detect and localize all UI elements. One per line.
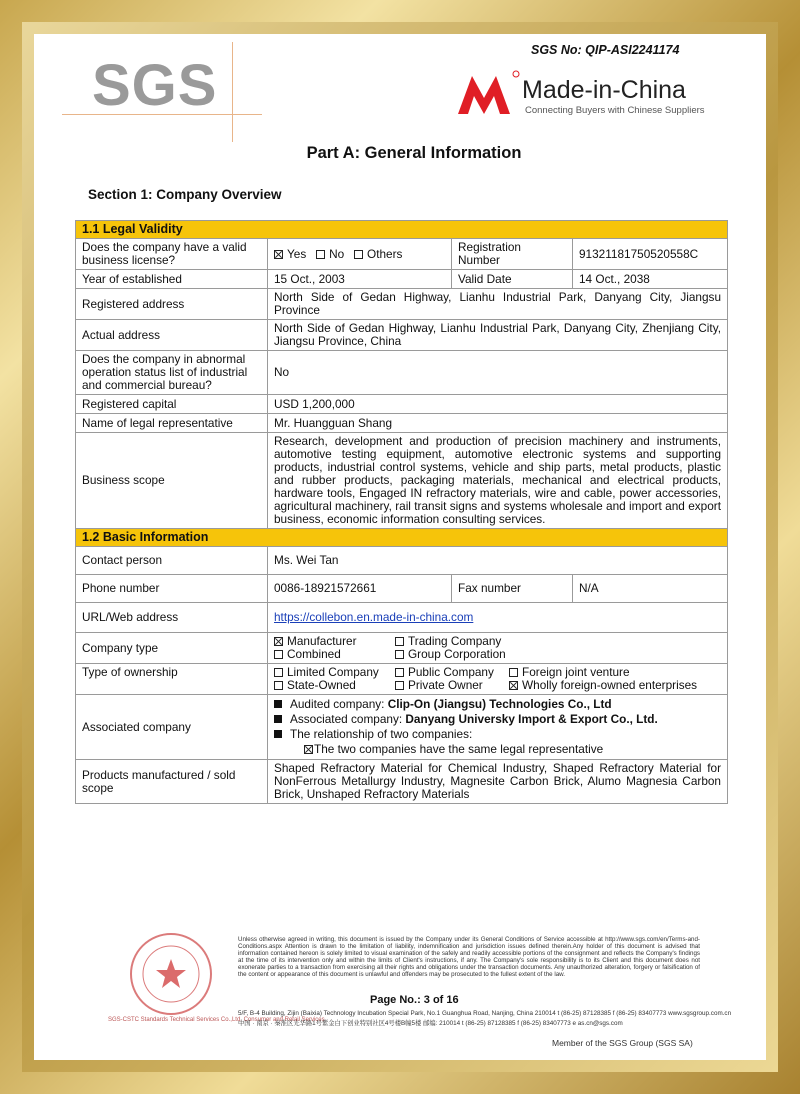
section-title: Section 1: Company Overview [88, 187, 282, 202]
capital-label: Registered capital [76, 395, 268, 414]
legal-rep-label: Name of legal representative [76, 414, 268, 433]
business-scope-value: Research, development and production of precision machinery and instruments, automotive testing equipment, automotive electronic systems and supporting products, industrial control systems, vehicle and ship parts, metal products, plastic and rubber products, packaging materials, mechanical and electrical products, hardware tools, Engaged IN refractory materials, wire and cable, power accessories, agricultural machinery, rail transit signs and systems wholesale and import and export business, economic information consulting services. [268, 433, 728, 529]
checkbox-icon [395, 637, 404, 646]
made-in-china-logo-icon [458, 68, 522, 116]
sgs-member-note: Member of the SGS Group (SGS SA) [552, 1038, 693, 1048]
ownership-options: Limited Company Public Company Foreign joint venture State-Owned Private Owner Wholly foreign-owned enterprises [268, 664, 728, 695]
checkbox-icon [274, 650, 283, 659]
page-number: Page No.: 3 of 16 [370, 994, 459, 1006]
table-row [76, 239, 728, 270]
checkbox-icon [395, 681, 404, 690]
actual-address-label: Actual address [76, 320, 268, 351]
disclaimer-text: Unless otherwise agreed in writing, this document is issued by the Company under its General Conditions of Service accessible at http://www.sgs.com/en/Terms-and-Conditions.aspx Attention is drawn to the limitation of liability, indemnification and jurisdiction issues defined therein.Any holder of this document is advised that information contained hereon is solely limited to visual examination of the safely and readily accessible portions of the consignment and reflects the Company's findings at the time of its intervention only and within the limits of Client's instructions, if any. The Company's sole responsibility is to its Client and this document does not exonerate parties to a transaction from exercising all their rights and obligations under the transaction documents. Any unauthorized alteration, forgery or falsification of the content or appearance of this document is unlawful and offenders may be prosecuted to the fullest extent of the law. [238, 936, 700, 978]
seal-stamp-icon [116, 929, 226, 1019]
valid-date-value: 14 Oct., 2038 [573, 270, 728, 289]
checked-checkbox-icon [274, 250, 283, 259]
made-in-china-logo-text: Made-in-China [522, 76, 686, 104]
fax-label: Fax number [452, 575, 573, 603]
page-title: Part A: General Information [306, 144, 522, 162]
registered-address-value: North Side of Gedan Highway, Lianhu Industrial Park, Danyang City, Jiangsu Province [268, 289, 728, 320]
table-row [76, 289, 728, 320]
associated-company-value: Audited company: Clip-On (Jiangsu) Technologies Co., Ltd Associated company: Danyang Universky Import & Export Co., Ltd. The relationship of two companies: The two companies have the same legal representative [268, 695, 728, 760]
checked-checkbox-icon [274, 637, 283, 646]
company-type-label: Company type [76, 633, 268, 664]
url-label: URL/Web address [76, 603, 268, 633]
license-options: Yes No Others [268, 239, 452, 270]
table-row [76, 270, 728, 289]
table-row [76, 395, 728, 414]
phone-value: 0086-18921572661 [268, 575, 452, 603]
license-question: Does the company have a valid business license? [76, 239, 268, 270]
bullet-icon [274, 700, 282, 708]
sgs-logo: SGS [92, 52, 212, 120]
table-row [76, 603, 728, 633]
legal-rep-value: Mr. Huangguan Shang [268, 414, 728, 433]
company-info-table [75, 220, 728, 804]
inspection-seal [108, 929, 325, 1029]
seal-text: SGS-CSTC Standards Technical Services Co.,Ltd. Consumer and Retail Services [108, 1017, 325, 1023]
bullet-icon [274, 730, 282, 738]
year-value: 15 Oct., 2003 [268, 270, 452, 289]
business-scope-label: Business scope [76, 433, 268, 529]
table-row [76, 547, 728, 575]
certificate-page [34, 34, 766, 1060]
table-row [76, 633, 728, 664]
footer-address: 5/F, B-4 Building, Zijin (Baixia) Technology Incubation Special Park, No.1 Guanghua Road, Nanjing, China 210014 t (86-25) 87128385 f (86-25) 83407773 www.sgsgroup.com.cn 中国 · 南京 · 秦淮区光华路1号紫金白下创业特别社区4号楼B幢5楼 邮编: 210014 t (86-25) 87128385 f (86-25) 83407773 e as.cn@sgs.com [238, 1010, 732, 1027]
table-row [76, 414, 728, 433]
made-in-china-tagline: Connecting Buyers with Chinese Suppliers [525, 105, 705, 116]
valid-date-label: Valid Date [452, 270, 573, 289]
checked-checkbox-icon [304, 745, 313, 754]
products-value: Shaped Refractory Material for Chemical Industry, Shaped Refractory Material for NonFerrous Metallurgy Industry, Magnesite Carbon Brick, Alumo Magnesia Carbon Brick, Unshaped Refractory Materials [268, 760, 728, 804]
contact-label: Contact person [76, 547, 268, 575]
bullet-icon [274, 715, 282, 723]
checkbox-icon [316, 250, 325, 259]
checked-checkbox-icon [509, 681, 518, 690]
capital-value: USD 1,200,000 [268, 395, 728, 414]
checkbox-icon [509, 668, 518, 677]
abnormal-status-value: No [268, 351, 728, 395]
url-cell [268, 603, 728, 633]
table-row [76, 664, 728, 695]
legal-validity-header: 1.1 Legal Validity [76, 221, 728, 239]
ownership-label: Type of ownership [76, 664, 268, 695]
registration-label: Registration Number [452, 239, 573, 270]
actual-address-value: North Side of Gedan Highway, Lianhu Industrial Park, Danyang City, Zhenjiang City, Jiangsu Province, China [268, 320, 728, 351]
table-row [76, 433, 728, 529]
year-label: Year of established [76, 270, 268, 289]
checkbox-icon [274, 681, 283, 690]
company-type-options: Manufacturer Trading Company Combined Group Corporation [268, 633, 728, 664]
table-row [76, 320, 728, 351]
registered-address-label: Registered address [76, 289, 268, 320]
checkbox-icon [354, 250, 363, 259]
checkbox-icon [395, 668, 404, 677]
registration-number: 91321181750520558C [573, 239, 728, 270]
sgs-number: SGS No: QIP-ASI2241174 [531, 43, 680, 57]
abnormal-status-label: Does the company in abnormal operation status list of industrial and commercial bureau? [76, 351, 268, 395]
table-row [76, 351, 728, 395]
basic-info-header: 1.2 Basic Information [76, 529, 728, 547]
table-row [76, 575, 728, 603]
contact-value: Ms. Wei Tan [268, 547, 728, 575]
table-row [76, 760, 728, 804]
associated-company-label: Associated company [76, 695, 268, 760]
checkbox-icon [395, 650, 404, 659]
checkbox-icon [274, 668, 283, 677]
phone-label: Phone number [76, 575, 268, 603]
table-row [76, 695, 728, 760]
website-link[interactable]: https://collebon.en.made-in-china.com [274, 610, 474, 624]
fax-value: N/A [573, 575, 728, 603]
products-label: Products manufactured / sold scope [76, 760, 268, 804]
